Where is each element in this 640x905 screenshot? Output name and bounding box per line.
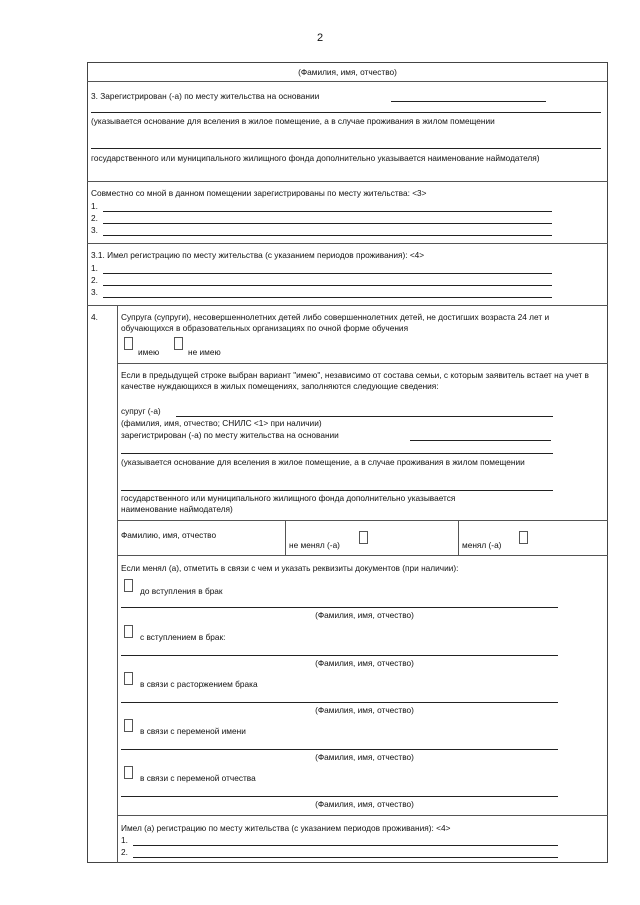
- spouse-reg-line[interactable]: [410, 440, 551, 441]
- cohab-title: Совместно со мной в данном помещении зарегистрированы по месту жительства: <3>: [91, 188, 427, 198]
- not-have-checkbox[interactable]: [174, 337, 183, 350]
- reason-checkbox-2[interactable]: [124, 625, 133, 638]
- divider: [87, 305, 608, 306]
- s4-spouse-question: Супруга (супруги), несовершеннолетних детей либо совершеннолетних детей, не достигших возраста 24 лет и обучающихся в образовательных организациях по очной форме обучения: [121, 312, 550, 333]
- reason-label-4: в связи с переменой имени: [140, 726, 246, 736]
- reason-line-2[interactable]: [121, 655, 558, 656]
- s4-number: 4.: [91, 312, 98, 322]
- not-have-label: не имею: [188, 347, 221, 357]
- cell-divider: [285, 520, 286, 555]
- reason-hint-2: (Фамилия, имя, отчество): [315, 658, 414, 668]
- s31-item-2: 2.: [91, 275, 98, 285]
- s4-info: Если в предыдущей строке выбран вариант "имею", независимо от состава семьи, с которым заявитель встает на учет в качестве нуждающихся в жилых помещениях, заполняются следующие сведения:: [121, 370, 589, 391]
- spouse-reg-line-3[interactable]: [121, 490, 553, 491]
- reason-hint-3: (Фамилия, имя, отчество): [315, 705, 414, 715]
- changed-checkbox[interactable]: [519, 531, 528, 544]
- prev-reg-title: Имел (а) регистрацию по месту жительства (с указанием периодов проживания): <4>: [121, 823, 451, 833]
- reason-checkbox-5[interactable]: [124, 766, 133, 779]
- spouse-reg-line-2[interactable]: [121, 453, 553, 454]
- if-changed-text: Если менял (а), отметить в связи с чем и указать реквизиты документов (при наличии):: [121, 563, 459, 573]
- s3-basis-line-2[interactable]: [91, 112, 601, 113]
- s31-line-1[interactable]: [103, 273, 552, 274]
- divider: [117, 520, 608, 521]
- s3-basis-line[interactable]: [391, 101, 546, 102]
- reason-line-1[interactable]: [121, 607, 558, 608]
- s3-note-2: государственного или муниципального жилищного фонда дополнительно указывается наименование наймодателя): [91, 153, 540, 163]
- prev-reg-line-1[interactable]: [133, 845, 558, 846]
- reason-hint-4: (Фамилия, имя, отчество): [315, 752, 414, 762]
- reason-label-5: в связи с переменой отчества: [140, 773, 256, 783]
- spouse-line[interactable]: [176, 416, 553, 417]
- s31-item-3: 3.: [91, 287, 98, 297]
- divider: [87, 181, 608, 182]
- s31-line-3[interactable]: [103, 297, 552, 298]
- prev-reg-line-2[interactable]: [133, 857, 558, 858]
- divider: [117, 363, 608, 364]
- reason-line-4[interactable]: [121, 749, 558, 750]
- page-number: 2: [316, 32, 324, 44]
- not-changed-label: не менял (-а): [289, 540, 340, 550]
- s31-item-1: 1.: [91, 263, 98, 273]
- have-checkbox[interactable]: [124, 337, 133, 350]
- cohab-item-1: 1.: [91, 201, 98, 211]
- s31-line-2[interactable]: [103, 285, 552, 286]
- s3-basis-line-3[interactable]: [91, 148, 601, 149]
- reason-label-1: до вступления в брак: [140, 586, 223, 596]
- divider: [117, 555, 608, 556]
- name-label: Фамилию, имя, отчество: [121, 530, 217, 540]
- s3-note-1: (указывается основание для вселения в жилое помещение, а в случае проживания в жилом помещении: [91, 116, 495, 126]
- s31-title: 3.1. Имел регистрацию по месту жительства (с указанием периодов проживания): <4>: [91, 250, 425, 260]
- spouse-note-2: государственного или муниципального жилищного фонда дополнительно указывается наименование наймодателя): [121, 493, 456, 514]
- divider: [117, 815, 608, 816]
- fio-header: (Фамилия, имя, отчество): [298, 67, 397, 77]
- cohab-line-3[interactable]: [103, 235, 552, 236]
- spouse-label: супруг (-а): [121, 406, 161, 416]
- cohab-item-2: 2.: [91, 213, 98, 223]
- divider: [87, 243, 608, 244]
- prev-reg-item-2: 2.: [121, 847, 128, 857]
- spouse-reg-label: зарегистрирован (-а) по месту жительства на основании: [121, 430, 339, 440]
- reason-label-2: с вступлением в брак:: [140, 632, 226, 642]
- cohab-item-3: 3.: [91, 225, 98, 235]
- cohab-line-1[interactable]: [103, 211, 552, 212]
- s3-title: 3. Зарегистрирован (-а) по месту жительства на основании: [91, 91, 320, 101]
- cell-divider: [458, 520, 459, 555]
- not-changed-checkbox[interactable]: [359, 531, 368, 544]
- reason-line-3[interactable]: [121, 702, 558, 703]
- reason-hint-5: (Фамилия, имя, отчество): [315, 799, 414, 809]
- spouse-hint: (фамилия, имя, отчество; СНИЛС <1> при наличии): [121, 418, 322, 428]
- have-label: имею: [138, 347, 160, 357]
- reason-line-5[interactable]: [121, 796, 558, 797]
- reason-hint-1: (Фамилия, имя, отчество): [315, 610, 414, 620]
- reason-checkbox-1[interactable]: [124, 579, 133, 592]
- divider: [87, 81, 608, 82]
- reason-checkbox-3[interactable]: [124, 672, 133, 685]
- spouse-note-1: (указывается основание для вселения в жилое помещение, а в случае проживания в жилом помещении: [121, 457, 525, 467]
- changed-label: менял (-а): [462, 540, 502, 550]
- reason-checkbox-4[interactable]: [124, 719, 133, 732]
- reason-label-3: в связи с расторжением брака: [140, 679, 258, 689]
- prev-reg-item-1: 1.: [121, 835, 128, 845]
- cohab-line-2[interactable]: [103, 223, 552, 224]
- s4-column-divider: [117, 305, 118, 863]
